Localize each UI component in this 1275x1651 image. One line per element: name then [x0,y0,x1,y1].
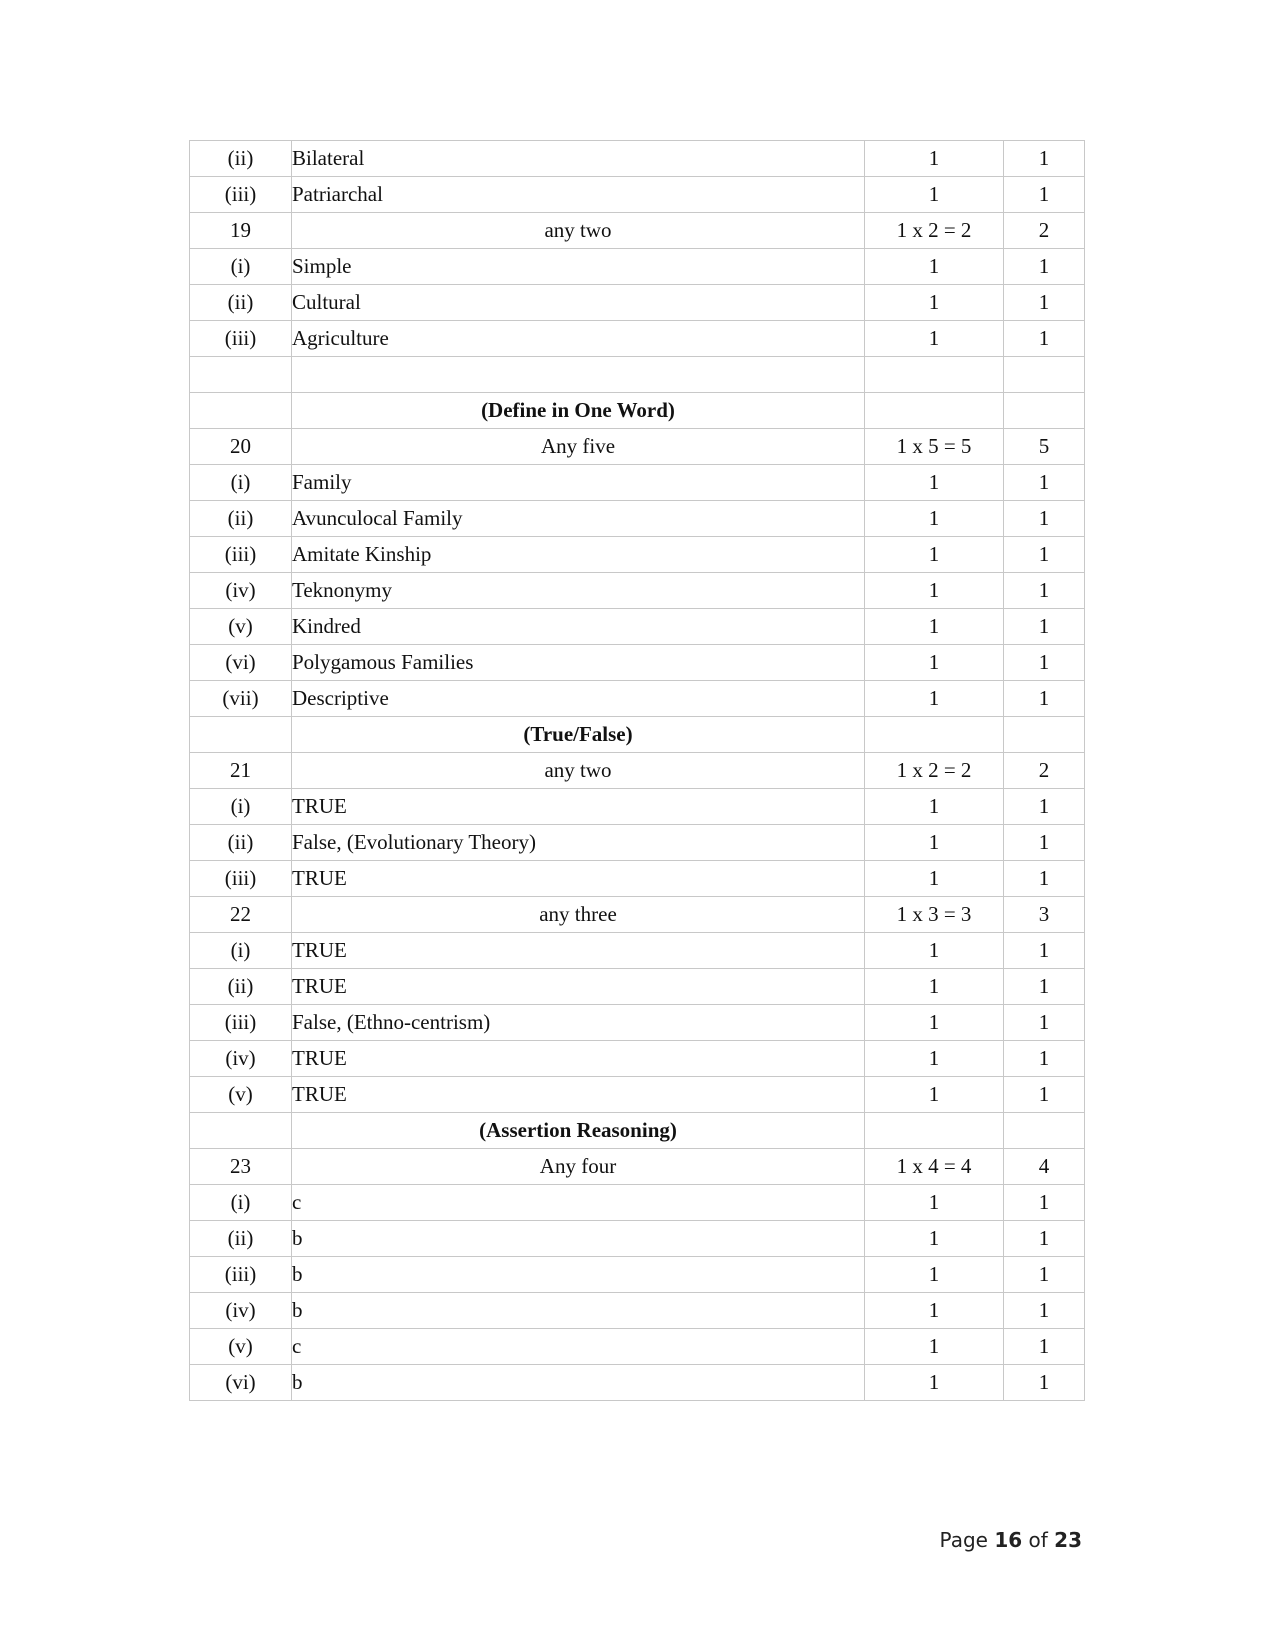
marks-cell: 1 [865,1221,1004,1257]
marks-cell: 1 [865,249,1004,285]
answer-cell: Cultural [292,285,865,321]
marks-cell: 1 [865,609,1004,645]
answer-cell: Kindred [292,609,865,645]
answer-cell: Simple [292,249,865,285]
total-marks-cell: 1 [1004,1077,1085,1113]
answer-cell: Any five [292,429,865,465]
question-row [190,213,1085,249]
question-number-cell: (ii) [190,141,292,177]
question-number-cell: (v) [190,1077,292,1113]
answer-cell: (Assertion Reasoning) [292,1113,865,1149]
question-row [190,429,1085,465]
of-label: of [1028,1528,1048,1552]
question-number-cell: (vi) [190,645,292,681]
marks-cell: 1 x 4 = 4 [865,1149,1004,1185]
total-marks-cell: 1 [1004,825,1085,861]
answer-row [190,861,1085,897]
marks-cell: 1 x 5 = 5 [865,429,1004,465]
question-number-cell: (iv) [190,573,292,609]
blank-row [190,357,1085,393]
question-number-cell: 22 [190,897,292,933]
answer-row [190,141,1085,177]
question-number-cell: (i) [190,465,292,501]
answer-cell: TRUE [292,969,865,1005]
marks-cell: 1 [865,861,1004,897]
question-number-cell: (iii) [190,1257,292,1293]
total-marks-cell: 1 [1004,1257,1085,1293]
marks-cell: 1 [865,1077,1004,1113]
total-marks-cell: 1 [1004,609,1085,645]
answer-cell: c [292,1185,865,1221]
total-marks-cell: 1 [1004,969,1085,1005]
answer-cell: Bilateral [292,141,865,177]
marks-cell: 1 x 3 = 3 [865,897,1004,933]
answer-cell: TRUE [292,1041,865,1077]
total-marks-cell: 1 [1004,1185,1085,1221]
question-number-cell: (v) [190,609,292,645]
marks-cell: 1 [865,645,1004,681]
question-number-cell: 19 [190,213,292,249]
answer-row [190,573,1085,609]
total-marks-cell: 1 [1004,861,1085,897]
answer-cell: Polygamous Families [292,645,865,681]
question-number-cell: (iv) [190,1041,292,1077]
section-heading-row [190,393,1085,429]
answer-row [190,1257,1085,1293]
page-label: Page [939,1528,988,1552]
question-number-cell [190,393,292,429]
question-row [190,753,1085,789]
answer-row [190,249,1085,285]
answer-cell [292,357,865,393]
answer-row [190,465,1085,501]
marks-cell: 1 [865,1185,1004,1221]
answer-cell: c [292,1329,865,1365]
question-number-cell: (vii) [190,681,292,717]
total-marks-cell: 1 [1004,1005,1085,1041]
question-number-cell: (ii) [190,1221,292,1257]
answer-cell: (True/False) [292,717,865,753]
answer-row [190,177,1085,213]
question-number-cell [190,357,292,393]
marks-cell: 1 [865,825,1004,861]
total-marks-cell: 1 [1004,789,1085,825]
total-pages-number: 23 [1054,1528,1082,1552]
answer-cell: (Define in One Word) [292,393,865,429]
answer-row [190,321,1085,357]
marks-cell [865,717,1004,753]
marks-cell: 1 [865,1293,1004,1329]
answer-row [190,1005,1085,1041]
marks-cell [865,393,1004,429]
total-marks-cell: 3 [1004,897,1085,933]
question-number-cell: (vi) [190,1365,292,1401]
question-number-cell: (ii) [190,969,292,1005]
answer-key-table [189,140,1085,1401]
answer-cell: b [292,1257,865,1293]
question-row [190,1149,1085,1185]
answer-cell: b [292,1221,865,1257]
question-number-cell: (ii) [190,501,292,537]
question-number-cell: (iii) [190,177,292,213]
answer-cell: b [292,1365,865,1401]
answer-cell: TRUE [292,933,865,969]
answer-cell: False, (Ethno-centrism) [292,1005,865,1041]
answer-key-body [190,141,1085,1401]
marks-cell: 1 [865,1365,1004,1401]
answer-cell: b [292,1293,865,1329]
total-marks-cell: 1 [1004,573,1085,609]
answer-row [190,1365,1085,1401]
question-number-cell: 20 [190,429,292,465]
page-footer [940,1528,1082,1552]
question-number-cell: (i) [190,933,292,969]
answer-cell: Any four [292,1149,865,1185]
marks-cell: 1 [865,1329,1004,1365]
answer-row [190,825,1085,861]
marks-cell [865,357,1004,393]
answer-cell: Descriptive [292,681,865,717]
total-marks-cell: 1 [1004,1329,1085,1365]
marks-cell: 1 [865,141,1004,177]
answer-cell: any two [292,213,865,249]
marks-cell [865,1113,1004,1149]
marks-cell: 1 [865,969,1004,1005]
section-heading-row [190,717,1085,753]
answer-row [190,501,1085,537]
total-marks-cell: 1 [1004,681,1085,717]
answer-row [190,537,1085,573]
answer-cell: False, (Evolutionary Theory) [292,825,865,861]
answer-row [190,645,1085,681]
answer-cell: any two [292,753,865,789]
total-marks-cell: 1 [1004,1365,1085,1401]
answer-row [190,1329,1085,1365]
question-row [190,897,1085,933]
current-page-number: 16 [994,1528,1023,1552]
total-marks-cell [1004,357,1085,393]
total-marks-cell: 1 [1004,285,1085,321]
answer-row [190,1077,1085,1113]
total-marks-cell: 1 [1004,1041,1085,1077]
total-marks-cell: 1 [1004,177,1085,213]
total-marks-cell: 1 [1004,645,1085,681]
total-marks-cell: 1 [1004,1221,1085,1257]
question-number-cell: (iii) [190,321,292,357]
answer-cell: Avunculocal Family [292,501,865,537]
total-marks-cell [1004,717,1085,753]
answer-row [190,933,1085,969]
total-marks-cell: 1 [1004,1293,1085,1329]
answer-row [190,681,1085,717]
question-number-cell: (iv) [190,1293,292,1329]
total-marks-cell [1004,393,1085,429]
answer-cell: Amitate Kinship [292,537,865,573]
marks-cell: 1 [865,177,1004,213]
marks-cell: 1 [865,465,1004,501]
question-number-cell [190,717,292,753]
total-marks-cell: 1 [1004,249,1085,285]
question-number-cell: (i) [190,1185,292,1221]
section-heading-row [190,1113,1085,1149]
marks-cell: 1 [865,681,1004,717]
total-marks-cell: 2 [1004,753,1085,789]
answer-cell: TRUE [292,1077,865,1113]
answer-row [190,285,1085,321]
answer-cell: TRUE [292,861,865,897]
total-marks-cell: 1 [1004,537,1085,573]
marks-cell: 1 [865,1041,1004,1077]
marks-cell: 1 [865,789,1004,825]
total-marks-cell: 1 [1004,465,1085,501]
total-marks-cell: 5 [1004,429,1085,465]
marks-cell: 1 x 2 = 2 [865,213,1004,249]
question-number-cell: (i) [190,249,292,285]
answer-row [190,609,1085,645]
question-number-cell: (ii) [190,285,292,321]
answer-cell: Patriarchal [292,177,865,213]
question-number-cell: (iii) [190,861,292,897]
total-marks-cell: 1 [1004,141,1085,177]
question-number-cell: 23 [190,1149,292,1185]
answer-row [190,789,1085,825]
total-marks-cell: 1 [1004,933,1085,969]
total-marks-cell: 1 [1004,501,1085,537]
question-number-cell: (iii) [190,1005,292,1041]
answer-cell: TRUE [292,789,865,825]
question-number-cell: (iii) [190,537,292,573]
total-marks-cell: 1 [1004,321,1085,357]
question-number-cell [190,1113,292,1149]
marks-cell: 1 [865,933,1004,969]
marks-cell: 1 [865,285,1004,321]
answer-row [190,1293,1085,1329]
answer-row [190,1185,1085,1221]
question-number-cell: (i) [190,789,292,825]
answer-cell: Agriculture [292,321,865,357]
answer-row [190,969,1085,1005]
marks-cell: 1 [865,1257,1004,1293]
answer-cell: any three [292,897,865,933]
question-number-cell: (ii) [190,825,292,861]
marks-cell: 1 [865,537,1004,573]
question-number-cell: (v) [190,1329,292,1365]
marks-cell: 1 [865,501,1004,537]
total-marks-cell [1004,1113,1085,1149]
marks-cell: 1 [865,573,1004,609]
marks-cell: 1 [865,1005,1004,1041]
total-marks-cell: 4 [1004,1149,1085,1185]
answer-cell: Teknonymy [292,573,865,609]
answer-cell: Family [292,465,865,501]
answer-row [190,1221,1085,1257]
question-number-cell: 21 [190,753,292,789]
marks-cell: 1 x 2 = 2 [865,753,1004,789]
answer-row [190,1041,1085,1077]
marks-cell: 1 [865,321,1004,357]
total-marks-cell: 2 [1004,213,1085,249]
